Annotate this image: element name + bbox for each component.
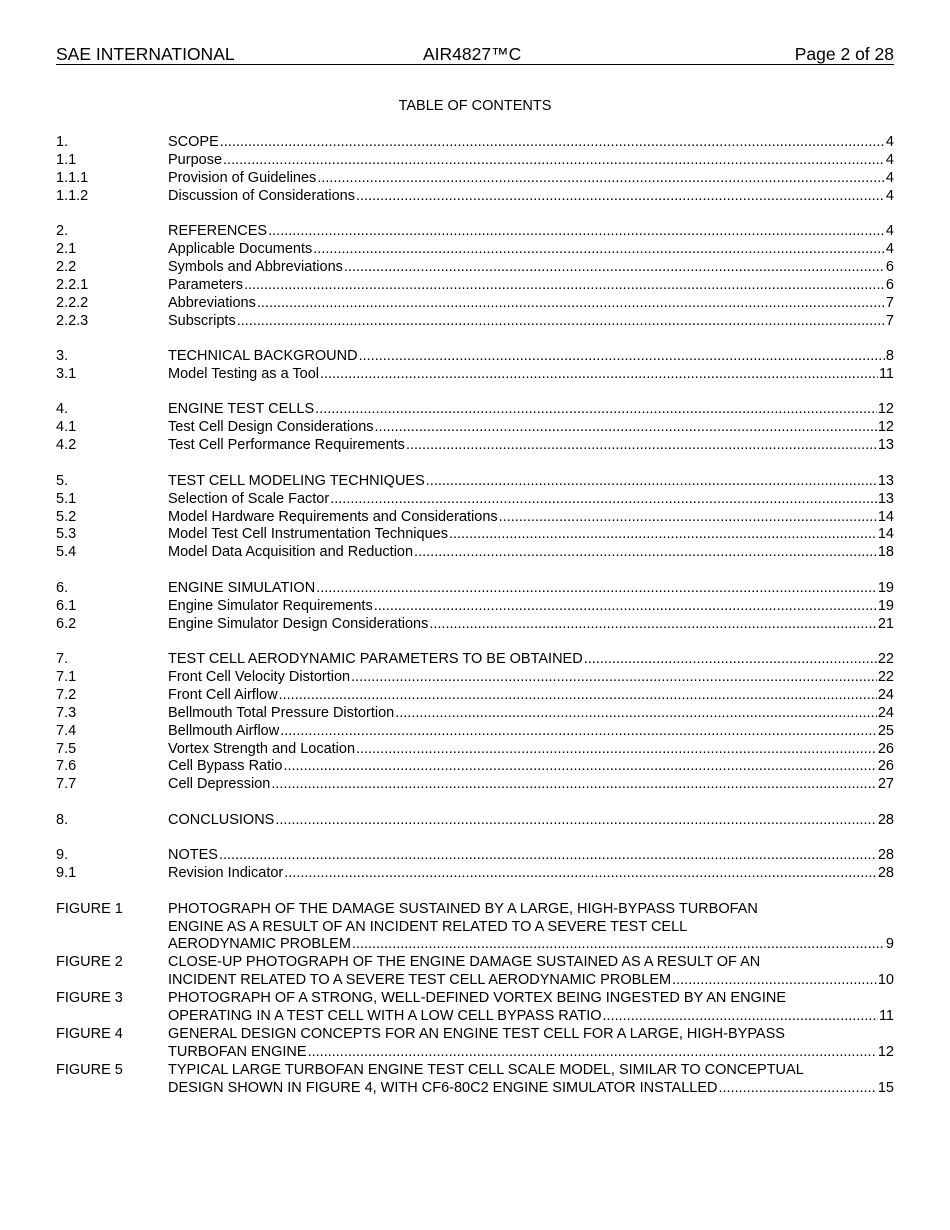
- dot-leader: [316, 580, 877, 598]
- dot-leader: [284, 865, 877, 883]
- toc-entry[interactable]: [56, 758, 894, 776]
- toc-entry-line: [168, 366, 894, 384]
- figure-caption-line: CLOSE-UP PHOTOGRAPH OF THE ENGINE DAMAGE SUSTAINED AS A RESULT OF AN: [168, 954, 761, 971]
- toc-entry-title: Revision Indicator: [168, 865, 284, 882]
- toc-entry[interactable]: [56, 277, 894, 295]
- toc-entry-number: 2.2.3: [56, 312, 89, 329]
- toc-entry-number: 1.1.1: [56, 169, 89, 186]
- toc-entry-title: Test Cell Performance Requirements: [168, 437, 405, 454]
- toc-entry-line: [168, 348, 894, 366]
- figure-caption-last-line: [168, 1008, 894, 1026]
- dot-leader: [220, 134, 885, 152]
- toc-entry-page: 13: [877, 472, 894, 489]
- toc-entry-line: [168, 526, 894, 544]
- toc-entry-page: 14: [877, 526, 894, 543]
- toc-entry-number: 1.: [56, 134, 69, 150]
- toc-entry-page: 4: [885, 151, 894, 168]
- toc-entry-page: 4: [885, 187, 894, 204]
- dot-leader: [268, 223, 885, 241]
- toc-entry[interactable]: [56, 705, 894, 723]
- toc-entry-title: Model Data Acquisition and Reduction: [168, 544, 414, 561]
- toc-entry-number: 7.7: [56, 776, 77, 793]
- toc-entry-line: [168, 170, 894, 188]
- toc-entry-line: [168, 544, 894, 562]
- figure-caption-text: OPERATING IN A TEST CELL WITH A LOW CELL BYPASS RATIO: [168, 1008, 602, 1025]
- dot-leader: [395, 705, 877, 723]
- toc-entry-title: Cell Depression: [168, 776, 271, 793]
- toc-entry-number: 1.1: [56, 151, 77, 168]
- toc-entry[interactable]: [56, 865, 894, 883]
- toc-entry-number: 3.1: [56, 365, 77, 382]
- toc-entry-number: 5.3: [56, 526, 77, 543]
- figure-number: FIGURE 5: [56, 1061, 123, 1078]
- dot-leader: [499, 509, 877, 527]
- dot-leader: [283, 758, 876, 776]
- toc-entry-line: [168, 847, 894, 865]
- dot-leader: [426, 473, 877, 491]
- toc-entry-line: [168, 259, 894, 277]
- figure-caption: [168, 954, 894, 990]
- toc-entry-page: 24: [877, 704, 894, 721]
- dot-leader: [584, 651, 877, 669]
- toc-entry-title: Subscripts: [168, 312, 236, 329]
- toc-title: TABLE OF CONTENTS: [398, 98, 552, 114]
- toc-entry-line: [168, 473, 894, 491]
- toc-entry-page: 28: [877, 847, 894, 864]
- publisher-name: SAE INTERNATIONAL: [56, 44, 235, 64]
- section-gap: [56, 633, 894, 651]
- toc-entry-number: 8.: [56, 811, 69, 828]
- figure-number: FIGURE 4: [56, 1025, 123, 1042]
- toc-entry-line: [168, 401, 894, 419]
- figure-caption-last-line: [168, 1080, 894, 1098]
- toc-entry-page: 27: [877, 776, 894, 793]
- dot-leader: [219, 847, 877, 865]
- toc-entry-title: CONCLUSIONS: [168, 811, 275, 828]
- toc-entry-page: 6: [885, 276, 894, 293]
- toc-entry-title: Model Testing as a Tool: [168, 365, 320, 382]
- figure-caption-last-line: [168, 1044, 894, 1062]
- toc-entry-title: REFERENCES: [168, 223, 268, 240]
- toc-entry-line: [168, 437, 894, 455]
- toc-entry-page: 14: [877, 508, 894, 525]
- figure-page: 12: [877, 1043, 894, 1060]
- toc-entry-title: Bellmouth Total Pressure Distortion: [168, 704, 395, 721]
- toc-entry-number: 7.4: [56, 722, 77, 739]
- toc-entry-number: 7.1: [56, 668, 77, 685]
- toc-entry-line: [168, 865, 894, 883]
- toc-entry-title: Provision of Guidelines: [168, 169, 317, 186]
- toc-entry-title: Test Cell Design Considerations: [168, 419, 374, 436]
- toc-entry-title: TEST CELL AERODYNAMIC PARAMETERS TO BE OBTAINED: [168, 651, 583, 668]
- document-number: AIR4827™C: [423, 44, 522, 64]
- toc-entry-title: ENGINE TEST CELLS: [168, 401, 315, 418]
- toc-entry-number: 6.2: [56, 615, 77, 632]
- toc-entry-line: [168, 687, 894, 705]
- dot-leader: [244, 277, 885, 295]
- toc-entry-number: 9.1: [56, 865, 77, 882]
- dot-leader: [406, 437, 877, 455]
- toc-entry-line: [168, 313, 894, 331]
- dot-leader: [308, 1044, 877, 1062]
- toc-entry-number: 7.: [56, 651, 69, 668]
- toc-entry-line: [168, 419, 894, 437]
- toc-entry-page: 26: [877, 758, 894, 775]
- toc-entry[interactable]: [56, 509, 894, 527]
- toc-entry[interactable]: [56, 812, 894, 830]
- toc-entry-title: Selection of Scale Factor: [168, 490, 330, 507]
- figure-caption-line: PHOTOGRAPH OF THE DAMAGE SUSTAINED BY A LARGE, HIGH-BYPASS TURBOFAN: [168, 900, 758, 917]
- figure-caption: [168, 990, 894, 1026]
- toc-entry-page: 25: [877, 722, 894, 739]
- toc-entry-title: Front Cell Velocity Distortion: [168, 668, 351, 685]
- toc-entry-number: 2.: [56, 223, 69, 240]
- dot-leader: [257, 295, 885, 313]
- toc-entry-title: Applicable Documents: [168, 241, 313, 258]
- section-gap: [56, 384, 894, 402]
- toc-entry[interactable]: [56, 313, 894, 331]
- toc-entry-line: [168, 616, 894, 634]
- toc-entry-number: 5.4: [56, 544, 77, 561]
- toc-entry[interactable]: [56, 170, 894, 188]
- toc-entry-page: 4: [885, 223, 894, 240]
- toc-entry-number: 6.1: [56, 597, 77, 614]
- toc-entry[interactable]: [56, 598, 894, 616]
- figure-number: FIGURE 3: [56, 990, 123, 1007]
- dot-leader: [603, 1008, 878, 1026]
- toc-entry-title: Abbreviations: [168, 294, 256, 311]
- figure-caption-line: PHOTOGRAPH OF A STRONG, WELL-DEFINED VORTEX BEING INGESTED BY AN ENGINE: [168, 990, 786, 1007]
- dot-leader: [280, 723, 877, 741]
- toc-entry[interactable]: [56, 401, 894, 419]
- toc-entry[interactable]: [56, 526, 894, 544]
- figure-page: 10: [877, 972, 894, 989]
- toc-entry[interactable]: [56, 259, 894, 277]
- toc-entry-title: Front Cell Airflow: [168, 686, 278, 703]
- toc-entry-line: [168, 580, 894, 598]
- dot-leader: [320, 366, 878, 384]
- toc-entry-title: TEST CELL MODELING TECHNIQUES: [168, 472, 425, 489]
- toc-entry-line: [168, 277, 894, 295]
- toc-entry[interactable]: [56, 134, 894, 152]
- toc-entry-number: 2.2: [56, 258, 77, 275]
- toc-entry[interactable]: [56, 152, 894, 170]
- dot-leader: [374, 598, 877, 616]
- dot-leader: [356, 741, 877, 759]
- toc-entry-page: 24: [877, 686, 894, 703]
- figure-caption-last-line: [168, 936, 894, 954]
- dot-leader: [356, 188, 885, 206]
- toc-entry-page: 22: [877, 668, 894, 685]
- figure-page: 9: [885, 936, 894, 953]
- toc-entry-line: [168, 758, 894, 776]
- dot-leader: [279, 687, 877, 705]
- toc-entry-title: NOTES: [168, 847, 218, 864]
- toc-entry-line: [168, 491, 894, 509]
- toc-entry-page: 21: [877, 615, 894, 632]
- toc-entry-page: 4: [885, 241, 894, 258]
- toc-entry[interactable]: [56, 223, 894, 241]
- toc-entry-number: 7.5: [56, 740, 77, 757]
- dot-leader: [275, 812, 877, 830]
- toc-entry-title: Bellmouth Airflow: [168, 722, 280, 739]
- toc-entry[interactable]: [56, 847, 894, 865]
- toc-entry-line: [168, 223, 894, 241]
- figure-caption-text: TURBOFAN ENGINE: [168, 1043, 307, 1060]
- toc-entry[interactable]: [56, 580, 894, 598]
- toc-entry-number: 7.6: [56, 758, 77, 775]
- toc-entry[interactable]: [56, 437, 894, 455]
- toc-entry-line: [168, 705, 894, 723]
- dot-leader: [351, 669, 877, 687]
- toc-entry-number: 2.2.2: [56, 294, 89, 311]
- dot-leader: [414, 544, 877, 562]
- toc-entry-number: 3.: [56, 348, 69, 365]
- dot-leader: [375, 419, 877, 437]
- toc-entry-line: [168, 152, 894, 170]
- toc-entry-line: [168, 669, 894, 687]
- toc-entry-number: 5.2: [56, 508, 77, 525]
- toc-entry[interactable]: [56, 741, 894, 759]
- toc-entry[interactable]: [56, 491, 894, 509]
- page-number: Page 2 of 28: [794, 44, 894, 64]
- figure-caption-text: AERODYNAMIC PROBLEM: [168, 936, 351, 953]
- toc-entry[interactable]: [56, 295, 894, 313]
- toc-entry-number: 2.1: [56, 241, 77, 258]
- toc-entry-number: 4.: [56, 401, 69, 418]
- figure-caption: [168, 1062, 894, 1098]
- toc-entry-page: 12: [877, 419, 894, 436]
- toc-entry-line: [168, 509, 894, 527]
- toc-entry-page: 12: [877, 401, 894, 418]
- toc-entry[interactable]: [56, 348, 894, 366]
- figure-entry[interactable]: [56, 954, 894, 990]
- dot-leader: [359, 348, 885, 366]
- toc-entry-title: Model Hardware Requirements and Considerations: [168, 508, 498, 525]
- toc-entry-line: [168, 188, 894, 206]
- figure-entry[interactable]: [56, 1062, 894, 1098]
- toc-entry-line: [168, 741, 894, 759]
- toc-entry[interactable]: [56, 473, 894, 491]
- toc-entry-title: Parameters: [168, 276, 243, 293]
- toc-entry[interactable]: [56, 687, 894, 705]
- dot-leader: [223, 152, 885, 170]
- toc-entry-page: 26: [877, 740, 894, 757]
- figure-entry[interactable]: [56, 901, 894, 955]
- figure-caption-line: GENERAL DESIGN CONCEPTS FOR AN ENGINE TEST CELL FOR A LARGE, HIGH-BYPASS: [168, 1025, 785, 1042]
- toc-entry-line: [168, 241, 894, 259]
- toc-entry[interactable]: [56, 188, 894, 206]
- figure-caption-line: TYPICAL LARGE TURBOFAN ENGINE TEST CELL SCALE MODEL, SIMILAR TO CONCEPTUAL: [168, 1061, 804, 1078]
- figure-caption-last-line: [168, 972, 894, 990]
- toc-entry-title: TECHNICAL BACKGROUND: [168, 348, 358, 365]
- toc-entry-page: 4: [885, 169, 894, 186]
- dot-leader: [429, 616, 877, 634]
- toc-entry-line: [168, 812, 894, 830]
- toc-entry-number: 4.1: [56, 419, 77, 436]
- toc-entry-line: [168, 723, 894, 741]
- dot-leader: [313, 241, 885, 259]
- figure-entry[interactable]: [56, 1026, 894, 1062]
- figure-page: 11: [878, 1008, 894, 1025]
- toc-entry-line: [168, 134, 894, 152]
- toc-entry-number: 9.: [56, 847, 69, 864]
- dot-leader: [237, 313, 885, 331]
- toc-entry[interactable]: [56, 419, 894, 437]
- figure-caption-line: ENGINE AS A RESULT OF AN INCIDENT RELATED TO A SEVERE TEST CELL: [168, 918, 688, 935]
- toc-entry-number: 5.: [56, 472, 69, 489]
- toc-entry-page: 28: [877, 811, 894, 828]
- figure-caption: [168, 901, 894, 955]
- toc-entry-page: 22: [877, 651, 894, 668]
- figure-caption-text: DESIGN SHOWN IN FIGURE 4, WITH CF6-80C2 ENGINE SIMULATOR INSTALLED: [168, 1079, 718, 1096]
- toc-entry[interactable]: [56, 651, 894, 669]
- toc-entry-page: 11: [878, 365, 894, 382]
- section-gap: [56, 562, 894, 580]
- toc-entry-page: 8: [885, 348, 894, 365]
- section-gap: [56, 455, 894, 473]
- figure-entry[interactable]: [56, 990, 894, 1026]
- toc-entry-title: Model Test Cell Instrumentation Techniques: [168, 526, 448, 543]
- toc-entry-line: [168, 651, 894, 669]
- toc-entry-page: 18: [877, 544, 894, 561]
- toc-entry-title: Engine Simulator Design Considerations: [168, 615, 429, 632]
- toc-entry[interactable]: [56, 616, 894, 634]
- toc-entry[interactable]: [56, 669, 894, 687]
- dot-leader: [271, 776, 877, 794]
- toc-entry-title: Cell Bypass Ratio: [168, 758, 283, 775]
- toc-entry-number: 2.2.1: [56, 276, 89, 293]
- toc-entry[interactable]: [56, 241, 894, 259]
- toc-entry-title: Engine Simulator Requirements: [168, 597, 373, 614]
- figure-page: 15: [877, 1079, 894, 1096]
- toc-entry-line: [168, 776, 894, 794]
- page-header: [56, 44, 894, 65]
- toc-entry[interactable]: [56, 366, 894, 384]
- figure-number: FIGURE 2: [56, 954, 123, 971]
- table-of-contents: [56, 134, 894, 1098]
- dot-leader: [317, 170, 885, 188]
- section-gap: [56, 883, 894, 901]
- toc-entry-number: 7.3: [56, 704, 77, 721]
- dot-leader: [672, 972, 877, 990]
- section-gap: [56, 830, 894, 848]
- toc-entry-number: 6.: [56, 579, 69, 596]
- dot-leader: [330, 491, 877, 509]
- toc-entry-title: Symbols and Abbreviations: [168, 258, 343, 275]
- toc-entry-number: 7.2: [56, 686, 77, 703]
- toc-entry-page: 19: [877, 597, 894, 614]
- toc-entry-page: 19: [877, 579, 894, 596]
- dot-leader: [344, 259, 885, 277]
- figure-caption-text: INCIDENT RELATED TO A SEVERE TEST CELL AERODYNAMIC PROBLEM: [168, 972, 672, 989]
- toc-entry-number: 5.1: [56, 490, 77, 507]
- toc-entry-number: 4.2: [56, 437, 77, 454]
- toc-entry-page: 28: [877, 865, 894, 882]
- toc-entry-page: 4: [885, 134, 894, 150]
- toc-entry-title: Vortex Strength and Location: [168, 740, 356, 757]
- figure-number: FIGURE 1: [56, 900, 123, 917]
- toc-entry[interactable]: [56, 544, 894, 562]
- toc-entry-title: ENGINE SIMULATION: [168, 579, 316, 596]
- section-gap: [56, 794, 894, 812]
- toc-entry-page: 13: [877, 437, 894, 454]
- figure-caption: [168, 1026, 894, 1062]
- toc-entry-title: SCOPE: [168, 134, 219, 150]
- toc-entry-page: 6: [885, 258, 894, 275]
- toc-entry[interactable]: [56, 723, 894, 741]
- toc-entry-line: [168, 598, 894, 616]
- dot-leader: [718, 1080, 876, 1098]
- toc-entry-number: 1.1.2: [56, 187, 89, 204]
- toc-entry-line: [168, 295, 894, 313]
- dot-leader: [449, 526, 877, 544]
- toc-entry-title: Purpose: [168, 151, 223, 168]
- toc-entry[interactable]: [56, 776, 894, 794]
- toc-entry-title: Discussion of Considerations: [168, 187, 355, 204]
- toc-entry-page: 7: [885, 294, 894, 311]
- section-gap: [56, 206, 894, 224]
- section-gap: [56, 331, 894, 349]
- dot-leader: [315, 401, 877, 419]
- toc-entry-page: 13: [877, 490, 894, 507]
- dot-leader: [352, 936, 885, 954]
- toc-entry-page: 7: [885, 312, 894, 329]
